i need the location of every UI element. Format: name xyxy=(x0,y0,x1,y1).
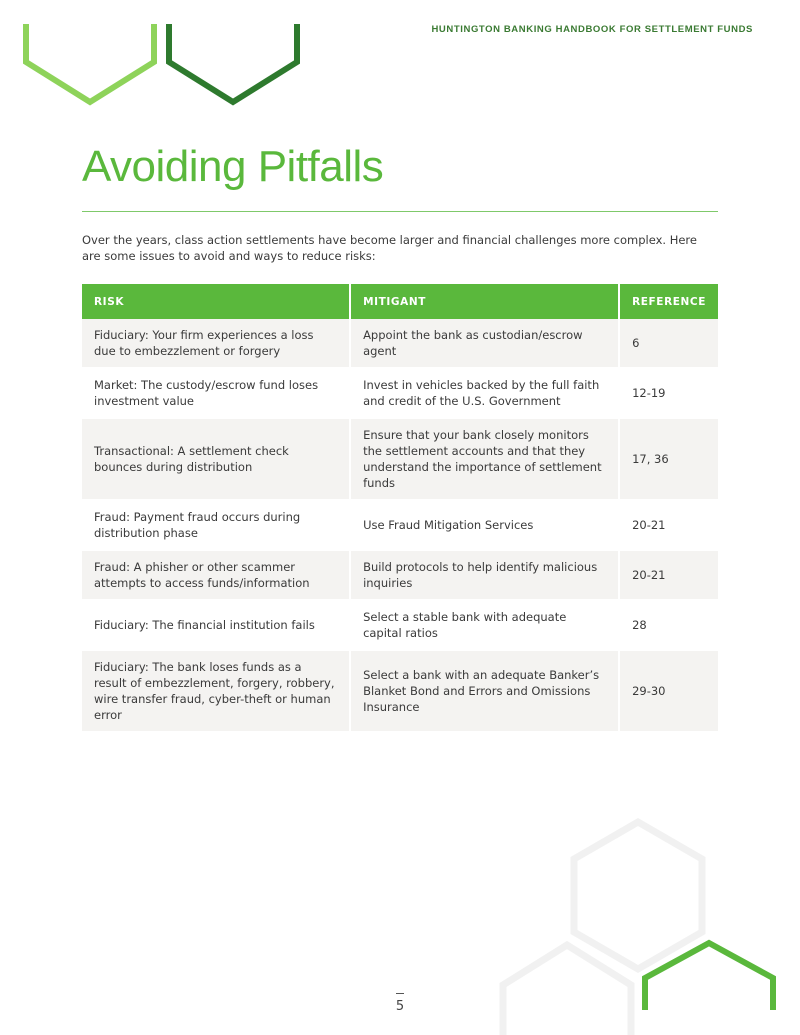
reference-cell: 28 xyxy=(620,601,718,651)
table-row xyxy=(82,319,718,369)
table-row xyxy=(82,601,718,651)
table-row xyxy=(82,501,718,551)
risk-cell: Transactional: A settlement check bounces during distribution xyxy=(82,419,351,501)
table-row xyxy=(82,419,718,501)
reference-cell: 20-21 xyxy=(620,551,718,601)
risk-cell: Fiduciary: Your firm experiences a loss due to embezzlement or forgery xyxy=(82,319,351,369)
mitigant-cell: Select a stable bank with adequate capital ratios xyxy=(351,601,620,651)
reference-cell: 6 xyxy=(620,319,718,369)
risk-cell: Fraud: Payment fraud occurs during distribution phase xyxy=(82,501,351,551)
risk-cell: Fiduciary: The financial institution fails xyxy=(82,601,351,651)
header-risk: RISK xyxy=(82,284,351,319)
reference-cell: 20-21 xyxy=(620,501,718,551)
page-title: Avoiding Pitfalls xyxy=(82,142,384,191)
mitigant-cell: Use Fraud Mitigation Services xyxy=(351,501,620,551)
risk-cell: Market: The custody/escrow fund loses investment value xyxy=(82,369,351,419)
mitigant-cell: Build protocols to help identify malicious inquiries xyxy=(351,551,620,601)
reference-cell: 17, 36 xyxy=(620,419,718,501)
risk-cell: Fraud: A phisher or other scammer attempts to access funds/information xyxy=(82,551,351,601)
mitigant-cell: Appoint the bank as custodian/escrow agent xyxy=(351,319,620,369)
reference-cell: 29-30 xyxy=(620,651,718,733)
table-row xyxy=(82,551,718,601)
mitigant-cell: Invest in vehicles backed by the full faith and credit of the U.S. Government xyxy=(351,369,620,419)
mitigant-cell: Select a bank with an adequate Banker’s Blanket Bond and Errors and Omissions Insurance xyxy=(351,651,620,733)
header-mitigant: MITIGANT xyxy=(351,284,620,319)
table-header-row xyxy=(82,284,718,319)
risk-cell: Fiduciary: The bank loses funds as a result of embezzlement, forgery, robbery, wire transfer fraud, cyber-theft or human error xyxy=(82,651,351,733)
mitigant-cell: Ensure that your bank closely monitors the settlement accounts and that they understand the importance of settlement funds xyxy=(351,419,620,501)
page-number-dash xyxy=(396,993,404,994)
title-divider xyxy=(82,211,718,212)
header-reference: REFERENCE xyxy=(620,284,718,319)
page-number: 5 xyxy=(395,999,405,1014)
header-title: HUNTINGTON BANKING HANDBOOK FOR SETTLEMENT FUNDS xyxy=(431,24,753,35)
table-row xyxy=(82,651,718,733)
pitfalls-table xyxy=(82,284,718,733)
intro-paragraph: Over the years, class action settlements have become larger and financial challenges more complex. Here are some issues to avoid and ways to reduce risks: xyxy=(82,233,697,263)
table-row xyxy=(82,369,718,419)
reference-cell: 12-19 xyxy=(620,369,718,419)
